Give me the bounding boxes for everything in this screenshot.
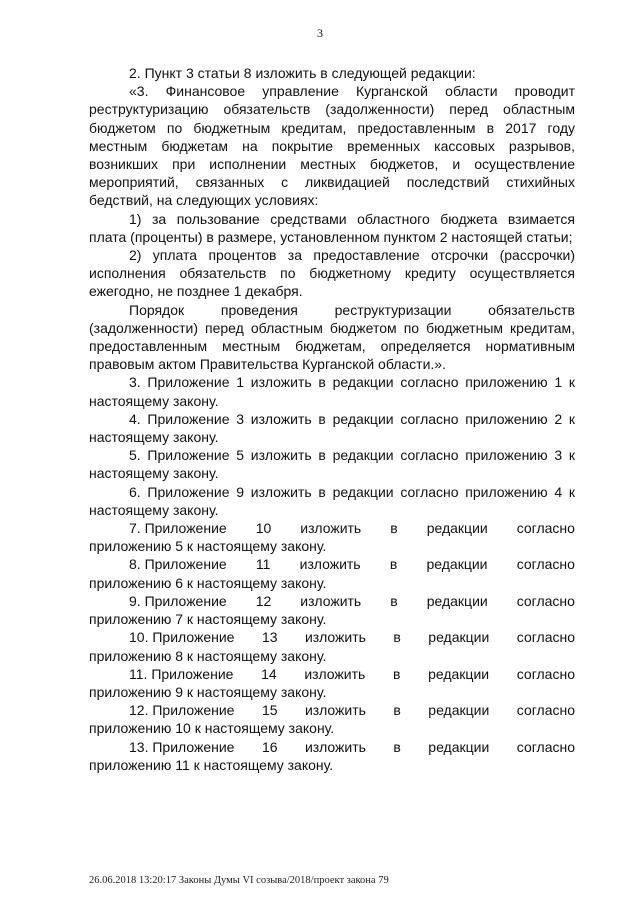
list-item-continuation: приложению 11 к настоящему закону.: [89, 756, 334, 773]
list-item: [89, 592, 575, 628]
list-item-continuation: приложению 10 к настоящему закону.: [89, 720, 335, 737]
document-body: [89, 64, 575, 774]
list-item: [89, 738, 575, 774]
word: согласно: [516, 592, 575, 609]
word: 12. Приложение: [129, 702, 235, 719]
word: согласно: [516, 629, 575, 646]
word: 13. Приложение: [129, 738, 235, 755]
list-item-continuation: приложению 7 к настоящему закону.: [89, 611, 327, 628]
word: в: [390, 520, 398, 537]
list-item-line: [89, 519, 575, 537]
list-item-line: [89, 592, 575, 610]
footer-path: 26.06.2018 13:20:17 Законы Думы VI созыва/2018/проект закона 79: [89, 875, 389, 886]
paragraph: 5. Приложение 5 изложить в редакции согласно приложению 3 к настоящему закону.: [89, 447, 575, 482]
word: 10: [255, 520, 272, 537]
word: 16: [261, 738, 278, 755]
word: согласно: [516, 738, 575, 755]
paragraph: «3. Финансовое управление Курганской области проводит реструктуризацию обязательств (задолженности) перед областным бюджетом по бюджетным кредитам, предоставленным в 2017 году местным бюджетам на покрытие временных кассовых разрывов, возникших при исполнении местных бюджетов, и осуществление мероприятий, связанных с ликвидацией последствий стихийных бедствий, на следующих условиях:: [89, 83, 575, 209]
word: в: [389, 556, 398, 573]
paragraph: 2) уплата процентов за предоставление отсрочки (рассрочки) исполнения обязательств по бюджетному кредиту осуществляется ежегодно, не позднее 1 декабря.: [89, 247, 575, 300]
word: изложить: [304, 702, 366, 719]
word: редакции: [428, 738, 490, 755]
word: в: [393, 629, 401, 646]
word: в: [392, 665, 401, 682]
list-item-line: [89, 738, 575, 756]
word: согласно: [516, 520, 575, 537]
word: 7. Приложение: [129, 520, 227, 537]
word: изложить: [304, 665, 366, 682]
paragraph: 2. Пункт 3 статьи 8 изложить в следующей редакции:: [129, 65, 476, 81]
list-item: [89, 628, 575, 664]
word: редакции: [428, 665, 490, 682]
list-item-line: [89, 665, 575, 683]
list-item-line: [89, 555, 575, 573]
list-item-line: [89, 701, 575, 719]
paragraph: Порядок проведения реструктуризации обязательств (задолженности) перед областным бюджетом по бюджетным кредитам, предоставленным местным бюджетам, определяется нормативным правовым актом Правительства Курганской области.».: [89, 301, 575, 373]
list-item: [89, 665, 575, 701]
word: в: [393, 738, 401, 755]
word: в: [393, 702, 401, 719]
list-item-continuation: приложению 5 к настоящему закону.: [89, 538, 327, 555]
word: 9. Приложение: [129, 592, 227, 609]
list-item-continuation: приложению 8 к настоящему закону.: [89, 647, 327, 664]
list-item: [89, 701, 575, 737]
word: редакции: [426, 520, 488, 537]
word: 14: [261, 665, 277, 682]
word: 15: [261, 702, 278, 719]
word: редакции: [428, 629, 490, 646]
word: 11. Приложение: [129, 665, 234, 682]
page-number: 3: [317, 26, 323, 40]
word: 13: [261, 629, 278, 646]
list-item-continuation: приложению 9 к настоящему закону.: [89, 683, 327, 700]
list-item: [89, 519, 575, 555]
paragraph: 6. Приложение 9 изложить в редакции согласно приложению 4 к настоящему закону.: [89, 483, 575, 518]
word: согласно: [516, 702, 575, 719]
word: 10. Приложение: [129, 629, 235, 646]
list-item-continuation: приложению 6 к настоящему закону.: [89, 574, 327, 591]
word: изложить: [300, 520, 362, 537]
word: редакции: [426, 556, 488, 573]
word: согласно: [516, 556, 575, 573]
list-item: [89, 555, 575, 591]
word: изложить: [299, 556, 361, 573]
word: 11: [255, 556, 271, 573]
word: изложить: [304, 629, 366, 646]
word: в: [390, 592, 398, 609]
word: редакции: [426, 592, 488, 609]
word: согласно: [516, 665, 575, 682]
word: 12: [255, 592, 272, 609]
paragraph: 3. Приложение 1 изложить в редакции согласно приложению 1 к настоящему закону.: [89, 374, 575, 409]
word: редакции: [428, 702, 490, 719]
paragraph: 1) за пользование средствами областного бюджета взимается плата (проценты) в размере, установленном пунктом 2 настоящей статьи;: [89, 210, 575, 245]
paragraph: 4. Приложение 3 изложить в редакции согласно приложению 2 к настоящему закону.: [89, 410, 575, 446]
list-item-line: [89, 628, 575, 646]
word: изложить: [300, 592, 362, 609]
word: изложить: [304, 738, 366, 755]
word: 8. Приложение: [129, 556, 227, 573]
